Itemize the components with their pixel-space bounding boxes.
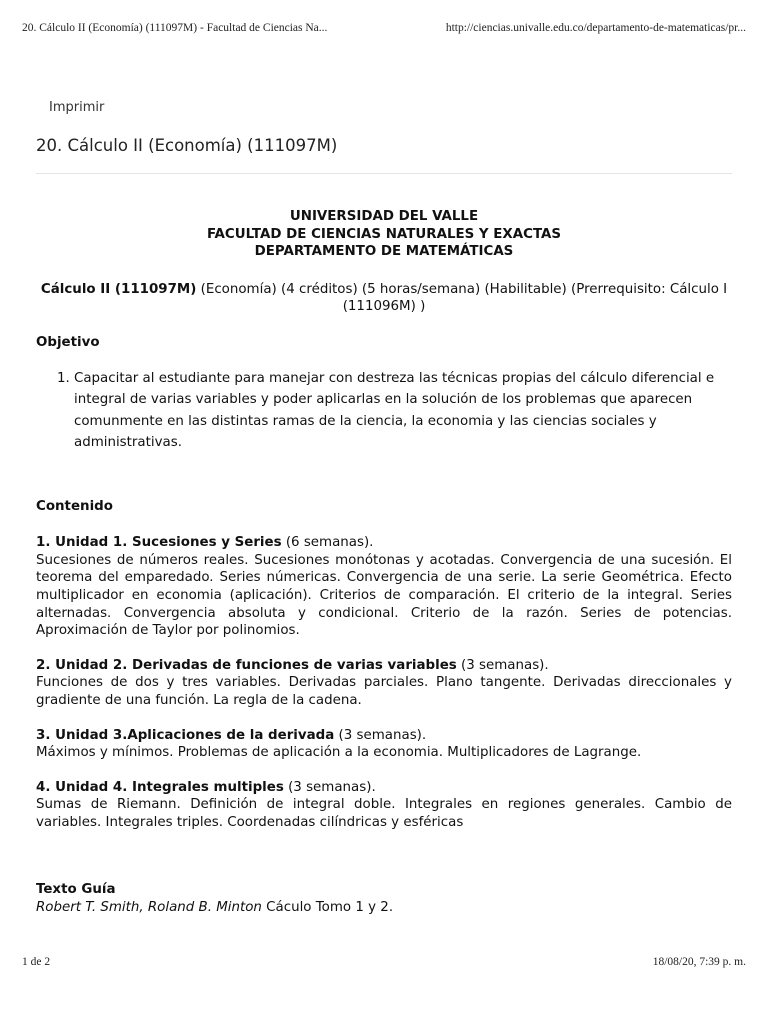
unit-title: 3. Unidad 3.Aplicaciones de la derivada	[36, 727, 335, 743]
print-header-title: 20. Cálculo II (Economía) (111097M) - Facultad de Ciencias Na...	[22, 22, 328, 34]
objective-heading: Objetivo	[36, 334, 100, 350]
page-counter: 1 de 2	[22, 956, 51, 968]
institution-header	[36, 208, 732, 261]
unit-description: Sumas de Riemann. Definición de integral doble. Integrales en regiones generales. Cambio de variables. Integrales triples. Coordenadas cilíndricas y esféricas	[36, 797, 732, 830]
university-name: UNIVERSIDAD DEL VALLE	[289, 209, 479, 224]
content-heading: Contenido	[36, 498, 113, 514]
page-title: 20. Cálculo II (Economía) (111097M)	[36, 136, 338, 155]
title-divider	[36, 173, 732, 174]
print-datetime: 18/08/20, 7:39 p. m.	[652, 956, 746, 968]
unit-3	[36, 727, 732, 762]
faculty-name: FACULTAD DE CIENCIAS NATURALES Y EXACTAS	[206, 226, 562, 242]
unit-description: Sucesiones de números reales. Sucesiones monótonas y acotadas. Convergencia de una sucesión. El teorema del emparedado. Series númericas. Convergencia de una serie. La serie Geométrica. Efecto multiplicador en economia (aplicación). Criterios de comparación. El criterio de la integral. Series alternadas. Convergencia absoluta y condicional. Criterio de la razón. Series de potencias. Aproximación de Taylor por polinomios.	[36, 552, 732, 639]
unit-duration: (3 semanas).	[334, 727, 427, 743]
unit-1	[36, 534, 732, 640]
document-content	[36, 208, 732, 917]
textbook-heading: Texto Guía	[36, 882, 116, 898]
department-name: DEPARTAMENTO DE MATEMÁTICAS	[254, 244, 514, 260]
print-header	[22, 22, 746, 40]
objective-list	[36, 368, 732, 454]
course-info	[36, 281, 732, 316]
unit-duration: (3 semanas).	[456, 657, 549, 673]
unit-4	[36, 779, 732, 832]
unit-description: Máximos y mínimos. Problemas de aplicación a la economia. Multiplicadores de Lagrange.	[36, 745, 642, 761]
objective-item: 1. Capacitar al estudiante para manejar con destreza las técnicas propias del cálculo diferencial e integral de varias variables y poder aplicarlas en la solución de los problemas que aparecen comunmente en las distintas ramas de la ciencia, la economia y las ciencias sociales y administrativas.	[74, 368, 732, 454]
unit-title: 1. Unidad 1. Sucesiones y Series	[36, 535, 282, 551]
unit-title: 4. Unidad 4. Integrales multiples	[36, 779, 284, 795]
unit-duration: (6 semanas).	[281, 535, 374, 551]
print-link[interactable]: Imprimir	[49, 100, 105, 115]
print-footer	[22, 956, 746, 974]
unit-2	[36, 657, 732, 710]
unit-title: 2. Unidad 2. Derivadas de funciones de varias variables	[36, 657, 457, 673]
print-header-url: http://ciencias.univalle.edu.co/departamento-de-matematicas/pr...	[445, 22, 746, 34]
unit-duration: (3 semanas).	[283, 779, 376, 795]
textbook-authors: Robert T. Smith, Roland B. Minton	[36, 900, 262, 916]
course-details: (Economía) (4 créditos) (5 horas/semana) (Habilitable) (Prerrequisito: Cálculo I (111096M) )	[196, 281, 728, 315]
unit-description: Funciones de dos y tres variables. Derivadas parciales. Plano tangente. Derivadas direccionales y gradiente de una función. La regla de la cadena.	[36, 675, 732, 708]
textbook-title: Cáculo Tomo 1 y 2.	[261, 900, 394, 916]
textbook-reference	[36, 899, 732, 917]
course-name-code: Cálculo II (111097M)	[40, 281, 197, 297]
